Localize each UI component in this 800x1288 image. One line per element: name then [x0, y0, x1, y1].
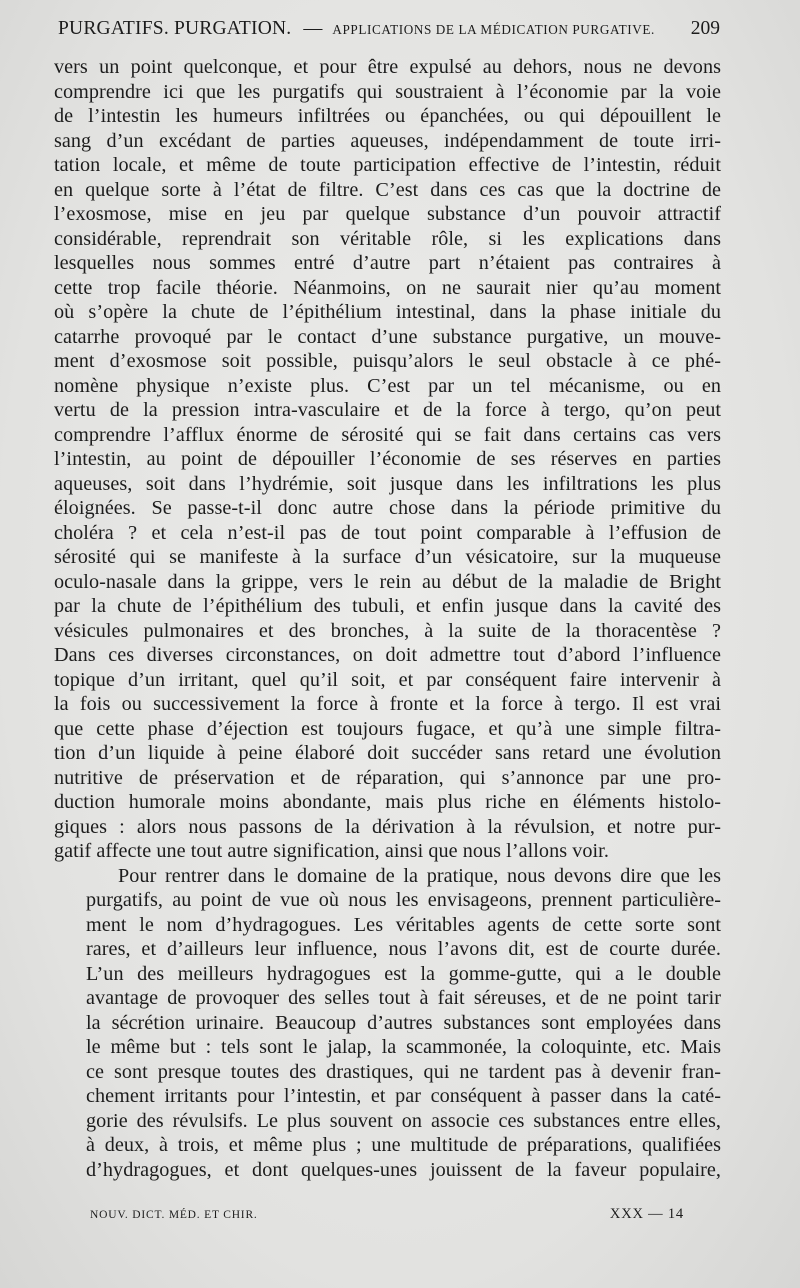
- text-line: ce sont presque toutes des drastiques, qui ne tardent pas à devenir fran-: [86, 1060, 721, 1083]
- text-line: gatif affecte une tout autre signification, ainsi que nous l’allons voir.: [54, 840, 609, 862]
- text-line: tion d’un liquide à peine élaboré doit succéder sans retard une évolution: [54, 742, 721, 764]
- text-line: duction humorale moins abondante, mais plus riche en éléments histolo-: [54, 791, 721, 813]
- text-line: ment le nom d’hydragogues. Les véritables agents de cette sorte sont: [86, 913, 721, 936]
- text-line: sang d’un excédant de parties aqueuses, indépendamment de toute irri-: [54, 129, 721, 152]
- text-line: que cette phase d’éjection est toujours fugace, et qu’à une simple filtra-: [54, 717, 721, 740]
- text-line: Pour rentrer dans le domaine de la pratique, nous devons dire que les: [118, 864, 721, 887]
- text-line: d’hydragogues, et dont quelques-unes jouissent de la faveur populaire,: [86, 1158, 721, 1181]
- text-line: cette trop facile théorie. Néanmoins, on ne saurait nier qu’au moment: [54, 276, 721, 299]
- text-line: où s’opère la chute de l’épithélium intestinal, dans la phase initiale du: [54, 301, 721, 323]
- text-line: nomène physique n’existe plus. C’est par un tel mécanisme, ou en: [54, 374, 721, 397]
- text-line: catarrhe provoqué par le contact d’une substance purgative, un mouve-: [54, 325, 721, 348]
- paragraph-1: [54, 55, 721, 864]
- text-line: nutritive de préservation et de réparation, qui s’annonce par une pro-: [54, 766, 721, 789]
- header-title: PURGATIFS. PURGATION.: [58, 18, 292, 39]
- text-line: giques : alors nous passons de la dérivation à la révulsion, et notre pur-: [54, 815, 721, 838]
- text-line: la sécrétion urinaire. Beaucoup d’autres substances sont employées dans: [86, 1011, 721, 1034]
- header-dash: —: [303, 18, 323, 39]
- text-line: considérable, reprendrait son véritable rôle, si les explications dans: [54, 227, 721, 250]
- text-line: à deux, à trois, et même plus ; une multitude de préparations, qualifiées: [86, 1134, 721, 1156]
- text-line: vers un point quelconque, et pour être expulsé au dehors, nous ne devons: [54, 56, 721, 78]
- text-line: Dans ces diverses circonstances, on doit admettre tout d’abord l’influence: [54, 644, 721, 666]
- text-line: choléra ? et cela n’est-il pas de tout point comparable à l’effusion de: [54, 521, 721, 544]
- footer-title: NOUV. DICT. MÉD. ET CHIR.: [90, 1209, 258, 1221]
- text-line: en quelque sorte à l’état de filtre. C’est dans ces cas que la doctrine de: [54, 178, 721, 201]
- header-subtitle: APPLICATIONS DE LA MÉDICATION PURGATIVE.: [332, 22, 655, 37]
- body-text: [54, 55, 721, 1182]
- text-line: comprendre ici que les purgatifs qui soustraient à l’économie par la voie: [54, 80, 721, 103]
- text-line: L’un des meilleurs hydragogues est la gomme-gutte, qui a le double: [86, 962, 721, 985]
- text-line: topique d’un irritant, quel qu’il soit, et par conséquent faire intervenir à: [54, 668, 721, 691]
- text-line: sérosité qui se manifeste à la surface d’un vésicatoire, sur la muqueuse: [54, 546, 721, 568]
- text-line: oculo-nasale dans la grippe, vers le rein au début de la maladie de Bright: [54, 570, 721, 593]
- page-number: 209: [690, 18, 720, 39]
- signature-mark: XXX — 14: [609, 1206, 684, 1222]
- text-line: tation locale, et même de toute participation effective de l’intestin, réduit: [54, 154, 721, 176]
- text-line: la fois ou successivement la force à fronte et la force à tergo. Il est vrai: [54, 693, 721, 715]
- text-line: ment d’exosmose soit possible, puisqu’alors le seul obstacle à ce phé-: [54, 350, 721, 372]
- text-line: éloignées. Se passe-t-il donc autre chose dans la période primitive du: [54, 497, 721, 519]
- text-line: chement irritants pour l’intestin, et par conséquent à passer dans la caté-: [86, 1085, 721, 1107]
- text-line: rares, et d’ailleurs leur influence, nous l’avons dit, est de courte durée.: [86, 938, 721, 960]
- text-line: le même but : tels sont le jalap, la scammonée, la coloquinte, etc. Mais: [86, 1036, 721, 1058]
- text-line: l’intestin, au point de dépouiller l’économie de ses réserves en parties: [54, 448, 721, 470]
- text-line: de l’intestin les humeurs infiltrées ou épanchées, ou qui dépouillent le: [54, 105, 721, 127]
- text-line: vertu de la pression intra-vasculaire et de la force à tergo, qu’on peut: [54, 399, 721, 421]
- running-header: [58, 18, 720, 46]
- text-line: lesquelles nous sommes entré d’autre part n’étaient pas contraires à: [54, 252, 721, 274]
- text-line: vésicules pulmonaires et des bronches, à la suite de la thoracentèse ?: [54, 619, 721, 642]
- text-line: comprendre l’afflux énorme de sérosité qui se fait dans certains cas vers: [54, 423, 721, 446]
- text-line: par la chute de l’épithélium des tubuli, et enfin jusque dans la cavité des: [54, 595, 721, 617]
- paragraph-2: [54, 864, 721, 1183]
- text-line: aqueuses, soit dans l’hydrémie, soit jusque dans les infiltrations les plus: [54, 472, 721, 495]
- text-line: purgatifs, au point de vue où nous les envisageons, prennent particulière-: [86, 889, 721, 911]
- text-line: avantage de provoquer des selles tout à fait séreuses, et de ne point tarir: [86, 987, 721, 1009]
- text-line: l’exosmose, mise en jeu par quelque substance d’un pouvoir attractif: [54, 203, 721, 225]
- page-footer: [90, 1206, 684, 1228]
- text-line: gorie des révulsifs. Le plus souvent on associe ces substances entre elles,: [86, 1109, 721, 1132]
